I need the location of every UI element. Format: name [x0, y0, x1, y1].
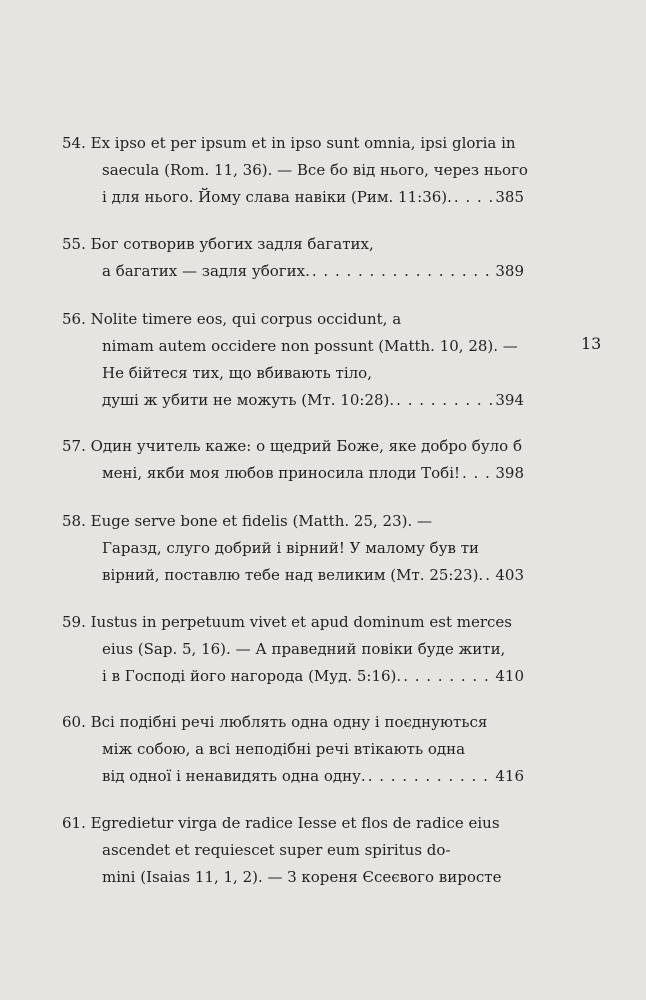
page-ref: 403 — [495, 566, 524, 584]
page-ref: 410 — [495, 667, 524, 685]
entry-last-line — [62, 663, 524, 690]
dot-leader — [485, 562, 493, 589]
entry-line: mini (Isaias 11, 1, 2). — З кореня Єсеєвого виросте — [102, 868, 502, 886]
entry-line: 56. Nolite timere eos, qui corpus occidunt, a — [62, 310, 402, 328]
page-ref: 389 — [495, 262, 524, 280]
toc-entry-58 — [62, 508, 524, 589]
toc-entry-55 — [62, 231, 524, 285]
toc-entry-56 — [62, 306, 524, 414]
entry-line: eius (Sap. 5, 16). — А праведний повіки буде жити, — [102, 640, 506, 658]
entry-last-line — [62, 184, 524, 211]
entry-line: Гаразд, слуго добрий і вірний! У малому був ти — [102, 539, 480, 557]
page-number: 13 — [581, 334, 602, 353]
page-ref: 385 — [495, 188, 524, 206]
entry-line: 54. Ex ipso et per ipsum et in ipso sunt omnia, ipsi gloria in — [62, 134, 516, 152]
dot-leader — [312, 258, 493, 285]
entry-line: 61. Egredietur virga de radice Iesse et flos de radice eius — [62, 814, 500, 832]
entry-line: і для нього. Йому слава навіки (Рим. 11:36). — [102, 188, 452, 206]
toc-entry-54 — [62, 130, 528, 211]
entry-line: 58. Euge serve bone et fidelis (Matth. 25, 23). — — [62, 512, 433, 530]
toc-entry-57 — [62, 433, 524, 487]
dot-leader — [396, 387, 493, 414]
entry-line: мені, якби моя любов приносила плоди Тобі! — [102, 464, 461, 482]
dot-leader — [454, 184, 493, 211]
entry-line: 55. Бог сотворив убогих задля багатих, — [62, 235, 374, 253]
toc-entry-61 — [62, 810, 524, 891]
page-ref: 398 — [495, 464, 524, 482]
dot-leader — [403, 663, 493, 690]
entry-last-line — [62, 387, 524, 414]
entry-last-line — [62, 562, 524, 589]
entry-line: ascendet et requiescet super eum spiritus do- — [102, 841, 451, 859]
entry-line: 57. Один учитель каже: о щедрий Боже, яке добро було б — [62, 437, 522, 455]
entry-line: 60. Всі подібні речі люблять одна одну і поєднуються — [62, 713, 488, 731]
entry-line: 59. Iustus in perpetuum vivet et apud dominum est merces — [62, 613, 513, 631]
entry-line: nimam autem occidere non possunt (Matth. 10, 28). — — [102, 337, 518, 355]
entry-line: saecula (Rom. 11, 36). — Все бо від нього, через нього — [102, 161, 528, 179]
entry-line: і в Господі його нагорода (Муд. 5:16). — [102, 667, 402, 685]
entry-line: від одної і ненавидять одна одну. — [102, 767, 366, 785]
page-ref: 416 — [495, 767, 524, 785]
entry-last-line — [62, 258, 524, 285]
entry-line: душі ж убити не можуть (Мт. 10:28). — [102, 391, 395, 409]
entry-line: між собою, а всі неподібні речі втікають одна — [102, 740, 466, 758]
entry-line: Не бійтеся тих, що вбивають тіло, — [102, 364, 372, 382]
entry-line: а багатих — задля убогих. — [102, 262, 310, 280]
page-ref: 394 — [495, 391, 524, 409]
entry-line: вірний, поставлю тебе над великим (Мт. 25:23). — [102, 566, 484, 584]
toc-entry-59 — [62, 609, 524, 690]
entry-last-line — [62, 763, 524, 790]
toc-entry-60 — [62, 709, 524, 790]
dot-leader — [462, 460, 493, 487]
entry-last-line — [62, 460, 524, 487]
dot-leader — [368, 763, 494, 790]
